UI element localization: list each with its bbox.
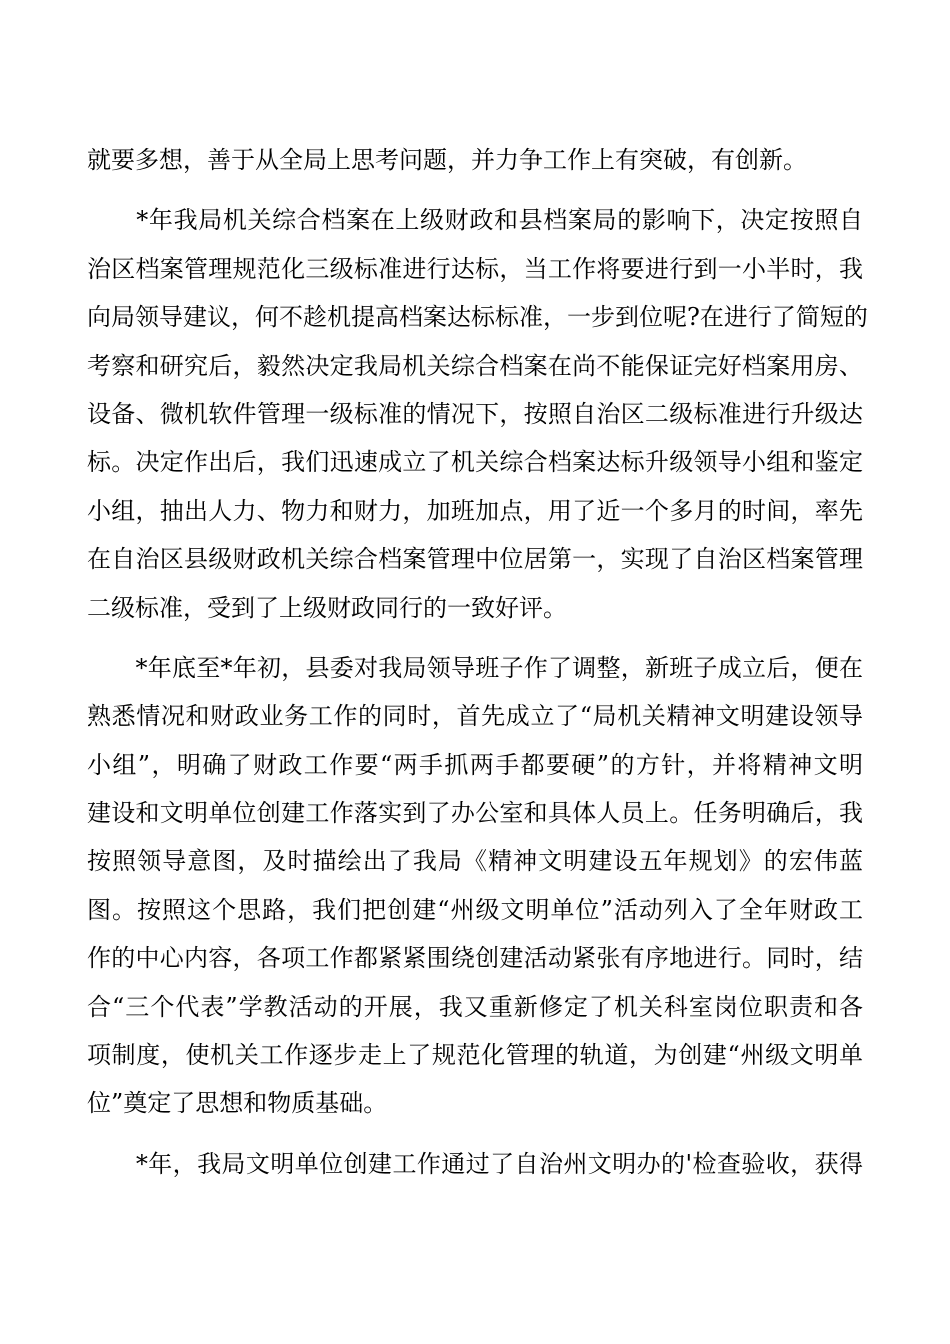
- text-line: 考察和研究后，毅然决定我局机关综合档案在尚不能保证完好档案用房、: [87, 351, 863, 380]
- paragraph-2: [87, 196, 868, 632]
- text-line: 项制度，使机关工作逐步走上了规范化管理的轨道，为创建“州级文明单: [87, 1041, 863, 1070]
- text-line: 小组”，明确了财政工作要“两手抓两手都要硬”的方针，并将精神文明: [87, 750, 863, 779]
- text-line: 标。决定作出后，我们迅速成立了机关综合档案达标升级领导小组和鉴定: [87, 448, 863, 477]
- paragraph-3: [87, 644, 863, 1128]
- text-line: 建设和文明单位创建工作落实到了办公室和具体人员上。任务明确后，我: [87, 799, 863, 828]
- text-line: 熟悉情况和财政业务工作的同时，首先成立了“局机关精神文明建设领导: [87, 702, 863, 731]
- text-line: 按照领导意图，及时描绘出了我局《精神文明建设五年规划》的宏伟蓝: [87, 847, 863, 876]
- text-line: 合“三个代表”学教活动的开展，我又重新修定了机关科室岗位职责和各: [87, 992, 863, 1021]
- text-line: 作的中心内容，各项工作都紧紧围绕创建活动紧张有序地进行。同时，结: [87, 944, 863, 973]
- text-line: *年底至*年初，县委对我局领导班子作了调整，新班子成立后，便在: [87, 653, 863, 682]
- text-line: 图。按照这个思路，我们把创建“州级文明单位”活动列入了全年财政工: [87, 895, 863, 924]
- paragraph-4: [87, 1140, 863, 1188]
- text-line: *年，我局文明单位创建工作通过了自治州文明办的'检查验收，获得: [87, 1149, 863, 1178]
- text-line: *年我局机关综合档案在上级财政和县档案局的影响下，决定按照自: [87, 206, 863, 235]
- text-line: 二级标准，受到了上级财政同行的一致好评。: [87, 593, 567, 622]
- text-line: 就要多想，善于从全局上思考问题，并力争工作上有突破，有创新。: [87, 146, 807, 174]
- text-line: 在自治区县级财政机关综合档案管理中位居第一，实现了自治区档案管理: [87, 545, 863, 574]
- text-line: 治区档案管理规范化三级标准进行达标，当工作将要进行到一小半时，我: [87, 254, 863, 283]
- text-line: 小组，抽出人力、物力和财力，加班加点，用了近一个多月的时间，率先: [87, 496, 863, 525]
- paragraph-1: [87, 136, 863, 184]
- text-line: 设备、微机软件管理一级标准的情况下，按照自治区二级标准进行升级达: [87, 399, 863, 428]
- text-line: 位”奠定了思想和物质基础。: [87, 1089, 388, 1118]
- document-body: [87, 136, 868, 1200]
- text-line: 向局领导建议，何不趁机提高档案达标标准，一步到位呢?在进行了简短的: [87, 303, 868, 332]
